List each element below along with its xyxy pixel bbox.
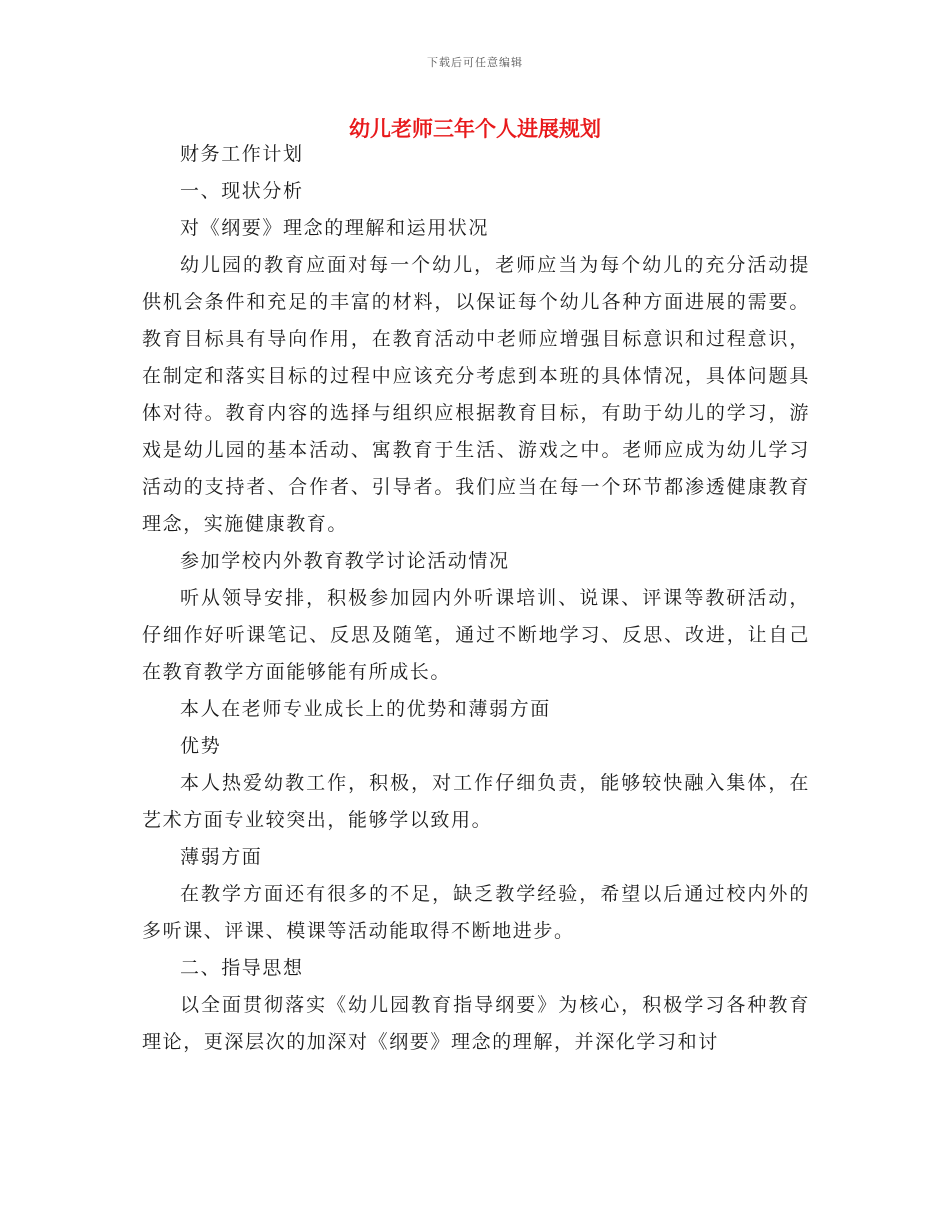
header-note: 下载后可任意编辑 [427,56,523,69]
document-body [142,136,810,1061]
paragraph-strengths: 本人热爱幼教工作，积极，对工作仔细负责，能够较快融入集体，在艺术方面专业较突出，能够学以致用。 [142,772,810,831]
document-title: 幼儿老师三年个人进展规划 [349,116,601,141]
paragraph-research-activities: 听从领导安排，积极参加园内外听课培训、说课、评课等教研活动，仔细作好听课笔记、反思及随笔，通过不断地学习、反思、改进，让自己在教育教学方面能够能有所成长。 [142,587,810,683]
paragraph-kindergarten-education: 幼儿园的教育应面对每一个幼儿，老师应当为每个幼儿的充分活动提供机会条件和充足的丰富的材料，以保证每个幼儿各种方面进展的需要。教育目标具有导向作用，在教育活动中老师应增强目标意识和过程意识，在制定和落实目标的过程中应该充分考虑到本班的具体情况，具体问题具体对待。教育内容的选择与组织应根据教育目标，有助于幼儿的学习，游戏是幼儿园的基本活动、寓教育于生活、游戏之中。老师应成为幼儿学习活动的支持者、合作者、引导者。我们应当在每一个环节都渗透健康教育理念，实施健康教育。 [142,254,810,535]
subheading-research-activities: 参加学校内外教育教学讨论活动情况 [180,550,510,572]
subheading-strengths: 优势 [180,735,222,757]
paragraph-guiding-ideology: 以全面贯彻落实《幼儿园教育指导纲要》为核心，积极学习各种教育理论，更深层次的加深对《纲要》理念的理解，并深化学习和讨 [142,994,810,1053]
section-heading-guiding-ideology: 二、指导思想 [180,957,304,979]
paragraph-weaknesses: 在教学方面还有很多的不足，缺乏教学经验，希望以后通过校内外的多听课、评课、模课等活动能取得不断地进步。 [142,883,810,942]
subheading-guideline-understanding: 对《纲要》理念的理解和运用状况 [180,217,490,239]
section-heading-status-analysis: 一、现状分析 [180,180,304,202]
paragraph-finance-plan: 财务工作计划 [180,143,304,165]
subheading-strengths-weaknesses: 本人在老师专业成长上的优势和薄弱方面 [180,698,551,720]
subheading-weaknesses: 薄弱方面 [180,846,263,868]
